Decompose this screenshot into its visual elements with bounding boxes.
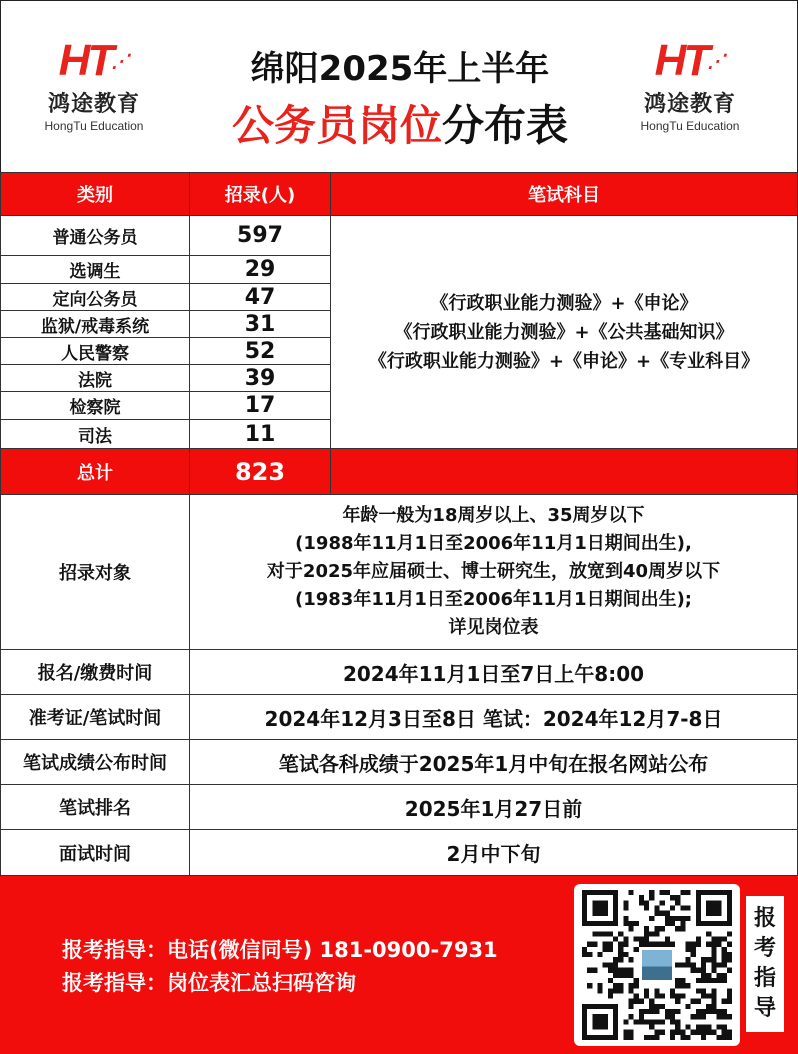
guide-phone: 报考指导：电话(微信同号) 181-0900-7931 xyxy=(62,938,498,962)
title-black: 分布表 xyxy=(442,101,569,150)
row-count: 47 xyxy=(190,284,331,311)
interview-value: 2月中下旬 xyxy=(190,830,798,876)
target-value xyxy=(190,495,798,650)
qr-code-icon xyxy=(581,890,733,1040)
row-count: 29 xyxy=(190,256,331,284)
interview-label: 面试时间 xyxy=(0,830,190,876)
admission-value: 2024年12月3日至8日 笔试：2024年12月7-8日 xyxy=(190,695,798,740)
row-count: 52 xyxy=(190,338,331,365)
registration-label: 报名/缴费时间 xyxy=(0,650,190,695)
title-red: 公务员岗位 xyxy=(231,101,442,150)
title-line1: 绵阳2025年上半年 xyxy=(250,49,550,89)
results-label: 笔试成绩公布时间 xyxy=(0,740,190,785)
row-category: 普通公务员 xyxy=(0,216,190,256)
total-empty xyxy=(331,449,798,495)
row-category: 法院 xyxy=(0,365,190,392)
row-count: 597 xyxy=(190,216,331,256)
vertical-char: 指 xyxy=(753,966,776,991)
row-category: 监狱/戒毒系统 xyxy=(0,311,190,338)
results-value: 笔试各科成绩于2025年1月中旬在报名网站公布 xyxy=(190,740,798,785)
ranking-value: 2025年1月27日前 xyxy=(190,785,798,830)
row-count: 39 xyxy=(190,365,331,392)
row-category: 人民警察 xyxy=(0,338,190,365)
row-category: 选调生 xyxy=(0,256,190,284)
logo-left xyxy=(29,36,159,133)
logo-mark: HT⋰ xyxy=(654,36,726,85)
subject-line: 《行政职业能力测验》+《公共基础知识》 xyxy=(394,321,734,343)
logo-right xyxy=(625,36,755,133)
header-category: 类别 xyxy=(0,172,190,216)
admission-label: 准考证/笔试时间 xyxy=(0,695,190,740)
total-count: 823 xyxy=(190,449,331,495)
qr-code[interactable] xyxy=(574,884,740,1046)
subject-line: 《行政职业能力测验》+《申论》 xyxy=(430,292,698,314)
header-count: 招录(人) xyxy=(190,172,331,216)
title-line2 xyxy=(181,93,619,153)
header-exam: 笔试科目 xyxy=(331,172,798,216)
vertical-char: 报 xyxy=(753,906,776,931)
subject-line: 《行政职业能力测验》+《申论》+《专业科目》 xyxy=(368,350,760,372)
target-line: (1988年11月1日至2006年11月1日期间出生), xyxy=(295,533,692,554)
target-line: 详见岗位表 xyxy=(448,617,539,638)
target-line: (1983年11月1日至2006年11月1日期间出生); xyxy=(295,589,692,610)
exam-subjects xyxy=(331,216,798,449)
row-category: 检察院 xyxy=(0,392,190,420)
logo-mark: HT⋰ xyxy=(58,36,130,85)
row-category: 定向公务员 xyxy=(0,284,190,311)
header xyxy=(0,0,798,172)
target-line: 年龄一般为18周岁以上、35周岁以下 xyxy=(342,505,645,526)
vertical-char: 导 xyxy=(753,996,776,1021)
row-count: 11 xyxy=(190,420,331,449)
guide-qr: 报考指导：岗位表汇总扫码咨询 xyxy=(62,971,356,995)
row-count: 17 xyxy=(190,392,331,420)
ranking-label: 笔试排名 xyxy=(0,785,190,830)
logo-en: HongTu Education xyxy=(640,119,740,133)
vertical-guide xyxy=(746,896,784,1032)
logo-en: HongTu Education xyxy=(44,119,144,133)
row-category: 司法 xyxy=(0,420,190,449)
vertical-char: 考 xyxy=(753,936,776,961)
target-label: 招录对象 xyxy=(0,495,190,650)
logo-cn: 鸿途教育 xyxy=(47,92,140,117)
registration-value: 2024年11月1日至7日上午8:00 xyxy=(190,650,798,695)
logo-cn: 鸿途教育 xyxy=(643,92,736,117)
target-line: 对于2025年应届硕士、博士研究生，放宽到40周岁以下 xyxy=(266,561,721,582)
total-label: 总计 xyxy=(0,449,190,495)
row-count: 31 xyxy=(190,311,331,338)
